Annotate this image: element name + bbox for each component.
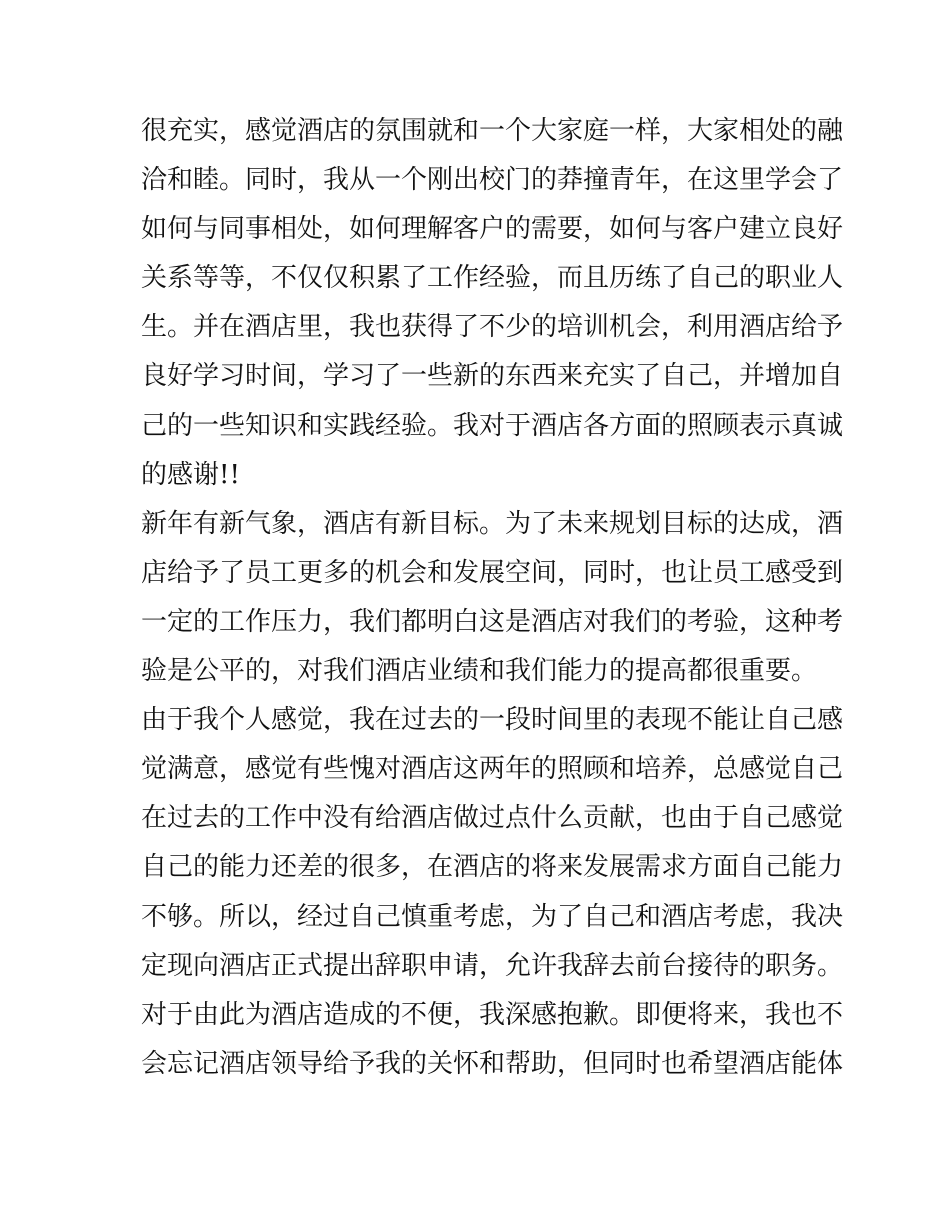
text-line: 关系等等，不仅仅积累了工作经验，而且历练了自己的职业人 <box>141 263 844 294</box>
text-line: 觉满意，感觉有些愧对酒店这两年的照顾和培养，总感觉自己 <box>141 754 844 785</box>
text-line: 新年有新气象，酒店有新目标。为了未来规划目标的达成，酒 <box>141 508 844 539</box>
text-line: 的感谢!! <box>141 459 240 490</box>
text-line: 己的一些知识和实践经验。我对于酒店各方面的照顾表示真诚 <box>141 410 844 441</box>
text-line: 良好学习时间，学习了一些新的东西来充实了自己，并增加自 <box>141 361 844 392</box>
text-line: 一定的工作压力，我们都明白这是酒店对我们的考验，这种考 <box>141 606 844 637</box>
text-line: 定现向酒店正式提出辞职申请，允许我辞去前台接待的职务。 <box>141 950 844 981</box>
text-line: 如何与同事相处，如何理解客户的需要，如何与客户建立良好 <box>141 214 844 245</box>
text-line: 生。并在酒店里，我也获得了不少的培训机会，利用酒店给予 <box>141 312 844 343</box>
text-line: 由于我个人感觉，我在过去的一段时间里的表现不能让自己感 <box>141 705 844 736</box>
text-line: 对于由此为酒店造成的不便，我深感抱歉。即便将来，我也不 <box>141 999 844 1030</box>
text-line: 洽和睦。同时，我从一个刚出校门的莽撞青年，在这里学会了 <box>141 165 844 196</box>
document-body <box>141 107 844 1089</box>
text-line: 很充实，感觉酒店的氛围就和一个大家庭一样，大家相处的融 <box>141 116 844 146</box>
text-line: 不够。所以，经过自己慎重考虑，为了自己和酒店考虑，我决 <box>141 901 844 932</box>
text-line: 验是公平的，对我们酒店业绩和我们能力的提高都很重要。 <box>141 656 818 687</box>
text-line: 自己的能力还差的很多，在酒店的将来发展需求方面自己能力 <box>141 852 844 883</box>
text-line: 会忘记酒店领导给予我的关怀和帮助，但同时也希望酒店能体 <box>141 1048 844 1079</box>
text-line: 店给予了员工更多的机会和发展空间，同时，也让员工感受到 <box>141 557 844 588</box>
text-line: 在过去的工作中没有给酒店做过点什么贡献，也由于自己感觉 <box>141 803 844 834</box>
